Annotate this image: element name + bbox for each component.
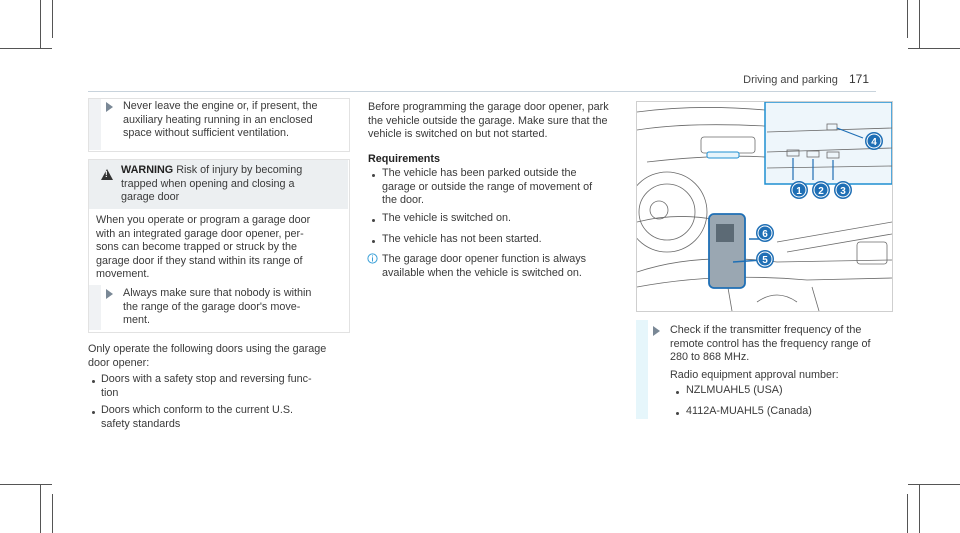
warning-line: garage door bbox=[121, 191, 180, 203]
check-text bbox=[670, 324, 885, 365]
crop-mark bbox=[0, 484, 52, 485]
list-line: Doors which conform to the current U.S. bbox=[101, 404, 294, 416]
body-line: with an integrated garage door opener, per- bbox=[96, 227, 304, 240]
warning-line: trapped when opening and closing a bbox=[121, 177, 295, 190]
only-operate-paragraph bbox=[88, 343, 353, 370]
warning-text bbox=[121, 164, 343, 205]
crop-mark bbox=[52, 494, 53, 533]
list-item: The vehicle has not been started. bbox=[382, 233, 542, 245]
action-bar bbox=[636, 320, 648, 419]
note-line: space without sufficient ventilation. bbox=[123, 127, 290, 139]
list-item bbox=[101, 404, 351, 431]
body-line: sons can become trapped or struck by the bbox=[96, 241, 298, 253]
crop-mark bbox=[907, 0, 908, 38]
crop-mark bbox=[919, 484, 920, 533]
warning-line: Risk of injury by becoming bbox=[176, 164, 303, 176]
warning-label: WARNING bbox=[121, 164, 174, 176]
action-line: ment. bbox=[123, 314, 151, 326]
callout-1: 1 bbox=[796, 186, 802, 197]
approval-item: 4112A-MUAHL5 (Canada) bbox=[686, 405, 812, 417]
crop-mark bbox=[40, 484, 41, 533]
bullet-dot bbox=[92, 411, 95, 414]
list-line: safety standards bbox=[101, 417, 181, 430]
paragraph-line: Before programming the garage door opener, park bbox=[368, 101, 609, 113]
crop-mark bbox=[908, 48, 960, 49]
note-text bbox=[123, 100, 343, 141]
list-line: tion bbox=[101, 386, 119, 399]
crop-mark bbox=[908, 484, 960, 485]
info-line: The garage door opener function is always bbox=[382, 253, 587, 265]
header-rule bbox=[88, 91, 876, 92]
paragraph-line: door opener: bbox=[88, 356, 150, 369]
list-item: The vehicle is switched on. bbox=[382, 212, 512, 224]
page-number: 171 bbox=[848, 72, 869, 86]
paragraph-line: the vehicle outside the garage. Make sure that the bbox=[368, 114, 608, 127]
dashboard-illustration bbox=[636, 101, 893, 312]
action-line: the range of the garage door's move- bbox=[123, 300, 301, 313]
radio-label: Radio equipment approval number: bbox=[670, 369, 839, 381]
before-paragraph bbox=[368, 101, 630, 142]
bullet-dot bbox=[372, 240, 375, 243]
warning-body bbox=[96, 214, 346, 282]
running-header bbox=[743, 72, 869, 86]
check-line: remote control has the frequency range of bbox=[670, 337, 871, 350]
body-line: movement. bbox=[96, 268, 150, 280]
note-line: Never leave the engine or, if present, the bbox=[123, 100, 318, 112]
check-line: 280 to 868 MHz. bbox=[670, 351, 750, 363]
callout-5: 5 bbox=[762, 255, 768, 266]
callout-3: 3 bbox=[840, 186, 846, 197]
list-item bbox=[101, 373, 351, 400]
requirements-title: Requirements bbox=[368, 153, 440, 165]
check-line: Check if the transmitter frequency of the bbox=[670, 324, 862, 336]
bullet-dot bbox=[676, 391, 679, 394]
list-line: The vehicle has been parked outside the bbox=[382, 167, 577, 179]
callout-2: 2 bbox=[818, 186, 824, 197]
callout-4: 4 bbox=[871, 137, 877, 148]
crop-mark bbox=[919, 0, 920, 48]
list-line: the door. bbox=[382, 194, 425, 206]
list-line: Doors with a safety stop and reversing func- bbox=[101, 373, 312, 385]
arrow-icon bbox=[653, 326, 660, 336]
warning-triangle-icon bbox=[101, 169, 113, 180]
crop-mark bbox=[40, 0, 41, 48]
action-line: Always make sure that nobody is within bbox=[123, 287, 312, 299]
bullet-dot bbox=[92, 380, 95, 383]
paragraph-line: Only operate the following doors using the garage bbox=[88, 343, 327, 355]
crop-mark bbox=[907, 494, 908, 533]
section-title: Driving and parking bbox=[743, 74, 838, 86]
body-line: garage door if they stand within its range of bbox=[96, 254, 303, 267]
info-icon bbox=[367, 253, 378, 264]
action-bar bbox=[89, 285, 101, 330]
warning-action bbox=[123, 287, 343, 328]
list-line: garage or outside the range of movement of bbox=[382, 180, 593, 193]
bullet-dot bbox=[676, 412, 679, 415]
body-line: When you operate or program a garage door bbox=[96, 214, 311, 226]
bullet-dot bbox=[372, 174, 375, 177]
crop-mark bbox=[0, 48, 52, 49]
crop-mark bbox=[52, 0, 53, 38]
paragraph-line: vehicle is switched on but not started. bbox=[368, 128, 548, 140]
cockpit-drawing bbox=[637, 102, 892, 311]
note-line: auxiliary heating running in an enclosed bbox=[123, 113, 313, 126]
action-bar bbox=[89, 99, 101, 150]
approval-item: NZLMUAHL5 (USA) bbox=[686, 384, 783, 396]
callout-6: 6 bbox=[762, 229, 768, 240]
list-item bbox=[382, 167, 627, 208]
arrow-icon bbox=[106, 289, 113, 299]
info-line: available when the vehicle is switched on. bbox=[382, 266, 582, 279]
bullet-dot bbox=[372, 219, 375, 222]
arrow-icon bbox=[106, 102, 113, 112]
info-text bbox=[382, 253, 627, 280]
